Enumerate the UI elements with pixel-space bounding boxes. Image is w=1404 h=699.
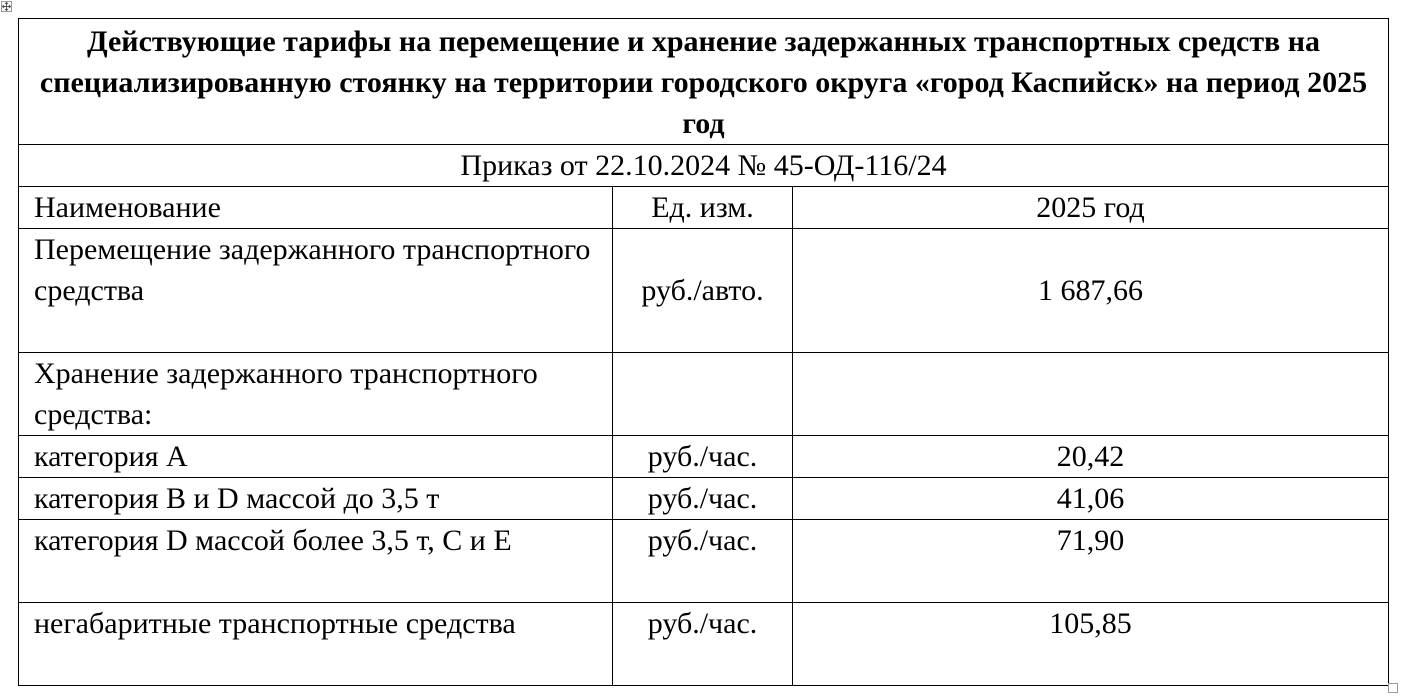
row-unit: руб./авто. (613, 229, 793, 353)
table-row (19, 478, 1389, 520)
table-row (19, 436, 1389, 478)
header-row (19, 187, 1389, 229)
row-value: 71,90 (793, 520, 1389, 603)
row-value (793, 353, 1389, 436)
table-title: Действующие тарифы на перемещение и хранение задержанных транспортных средств на специализированную стоянку на территории городского округа «город Каспийск» на период 2025 год (19, 19, 1389, 145)
tariffs-table (18, 18, 1389, 686)
row-name: Перемещение задержанного транспортного средства (19, 229, 613, 353)
header-unit: Ед. изм. (613, 187, 793, 229)
row-unit: руб./час. (613, 520, 793, 603)
order-reference: Приказ от 22.10.2024 № 45-ОД-116/24 (19, 145, 1389, 187)
table-move-handle[interactable] (1, 1, 12, 12)
row-name: негабаритные транспортные средства (19, 603, 613, 686)
row-name: категория А (19, 436, 613, 478)
row-unit: руб./час. (613, 436, 793, 478)
table-row (19, 229, 1389, 353)
table-row (19, 603, 1389, 686)
table-row (19, 520, 1389, 603)
row-unit: руб./час. (613, 478, 793, 520)
row-value: 105,85 (793, 603, 1389, 686)
table-resize-handle[interactable] (1388, 683, 1398, 693)
header-year: 2025 год (793, 187, 1389, 229)
row-value: 1 687,66 (793, 229, 1389, 353)
row-unit (613, 353, 793, 436)
order-row (19, 145, 1389, 187)
row-value: 41,06 (793, 478, 1389, 520)
table-row (19, 353, 1389, 436)
move-arrows-icon (2, 2, 11, 11)
row-value: 20,42 (793, 436, 1389, 478)
header-name: Наименование (19, 187, 613, 229)
row-unit: руб./час. (613, 603, 793, 686)
row-name: Хранение задержанного транспортного средства: (19, 353, 613, 436)
row-name: категория B и D массой до 3,5 т (19, 478, 613, 520)
row-name: категория D массой более 3,5 т, C и E (19, 520, 613, 603)
title-row (19, 19, 1389, 145)
